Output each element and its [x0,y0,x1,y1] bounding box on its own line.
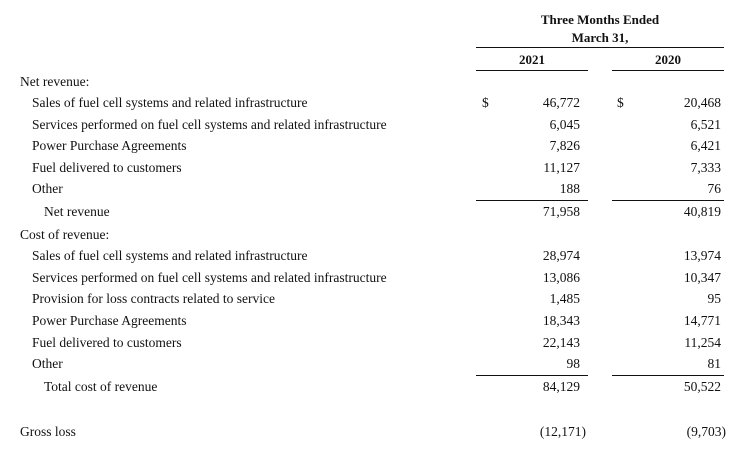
table-row-label: Services performed on fuel cell systems and related infrastructure [32,117,387,132]
table-row-label: Sales of fuel cell systems and related infrastructure [32,248,308,263]
table-cell-2021: 46,772 [542,95,580,110]
table-row-label: Other [32,356,63,371]
subtotal-rule-2020 [612,375,724,376]
cost-of-revenue-total-label: Total cost of revenue [44,379,158,394]
year-2021-rule [476,70,588,71]
year-2020-header: 2020 [655,52,681,67]
subtotal-rule-2020 [612,200,724,201]
table-cell-2020: 6,521 [690,117,721,132]
table-cell-2021: 6,045 [549,117,580,132]
table-cell-2021: 188 [559,181,580,196]
gross-loss-label: Gross loss [20,424,76,439]
gross-loss-2021: (12,171) [539,424,586,439]
table-row-label: Services performed on fuel cell systems and related infrastructure [32,270,387,285]
table-cell-2020: 81 [707,356,721,371]
table-cell-2021: 11,127 [543,160,580,175]
table-cell-2020: 76 [707,181,721,196]
table-cell-2020: 10,347 [683,270,721,285]
table-row-label: Fuel delivered to customers [32,160,182,175]
table-cell-2020: 13,974 [683,248,721,263]
table-cell-2020: 7,333 [690,160,721,175]
table-cell-2020: 14,771 [683,313,721,328]
period-header: Three Months Ended [540,12,660,27]
table-cell-2020: 11,254 [684,335,721,350]
subtotal-rule-2021 [476,375,588,376]
table-row-label: Power Purchase Agreements [32,313,187,328]
table-row-label: Power Purchase Agreements [32,138,187,153]
table-cell-2020: 6,421 [690,138,721,153]
table-cell-2021: 18,343 [542,313,580,328]
net-revenue-section-label: Net revenue: [20,74,90,89]
year-2020-rule [612,70,724,71]
subtotal-rule-2021 [476,200,588,201]
table-cell-2021: 28,974 [542,248,580,263]
table-cell-2021: 13,086 [542,270,580,285]
year-2021-header: 2021 [519,52,545,67]
table-cell-2021: 22,143 [542,335,580,350]
table-row-label: Fuel delivered to customers [32,335,182,350]
currency-symbol: $ [617,95,624,110]
table-row-label: Sales of fuel cell systems and related infrastructure [32,95,308,110]
cost-of-revenue-total-2020: 50,522 [683,379,721,394]
table-row-label: Other [32,181,63,196]
currency-symbol: $ [482,95,489,110]
table-cell-2021: 1,485 [549,291,580,306]
table-row-label: Provision for loss contracts related to service [32,291,275,306]
table-cell-2021: 98 [566,356,580,371]
cost-of-revenue-section-label: Cost of revenue: [20,227,110,242]
gross-loss-2020: (9,703) [686,424,726,439]
table-cell-2020: 95 [707,291,721,306]
net-revenue-total-2020: 40,819 [683,204,721,219]
table-cell-2020: 20,468 [683,95,721,110]
net-revenue-total-label: Net revenue [44,204,110,219]
cost-of-revenue-total-2021: 84,129 [542,379,580,394]
header-rule [476,47,724,48]
net-revenue-total-2021: 71,958 [542,204,580,219]
period-date: March 31, [571,30,629,45]
table-cell-2021: 7,826 [549,138,580,153]
